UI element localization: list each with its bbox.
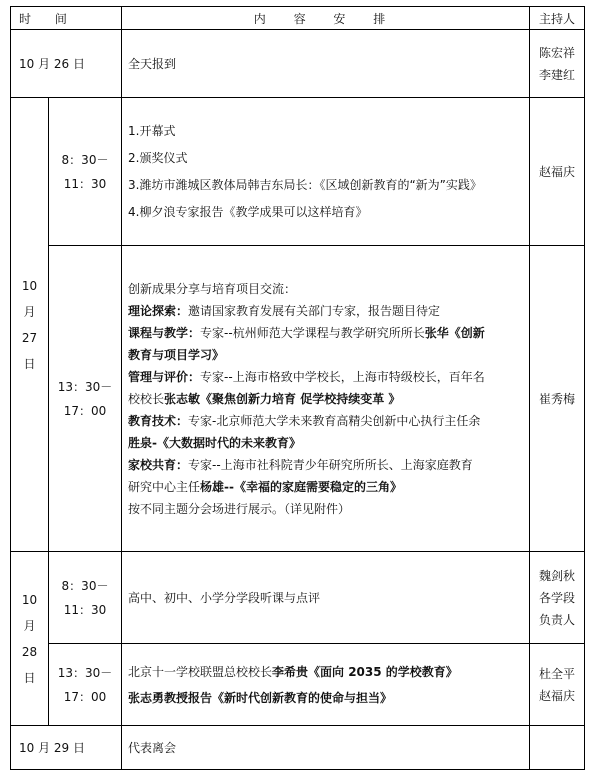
time-oct27-morning	[49, 98, 122, 246]
topic-label: 教育技术：	[128, 413, 189, 428]
topic-speaker: 杨雄--《幸福的家庭需要稳定的三角》	[200, 479, 402, 494]
host-name: 陈宏祥	[539, 45, 576, 60]
host-name: 李建红	[539, 67, 576, 82]
host-oct26	[530, 30, 585, 98]
topic-curriculum	[128, 322, 523, 344]
topic-text: 专家--杭州师范大学课程与教学研究所所长	[200, 325, 425, 340]
date-char: 28	[21, 644, 38, 659]
date-char: 27	[21, 330, 38, 345]
row-oct29	[11, 726, 585, 770]
talk-text: 北京十一学校联盟总校校长	[128, 664, 273, 679]
host-oct27-afternoon: 崔秀梅	[530, 246, 585, 552]
time-oct27-afternoon	[49, 246, 122, 552]
header-content: 内 容 安 排	[122, 7, 530, 30]
time-start: 13：30－	[57, 379, 113, 394]
topic-theory	[128, 300, 523, 322]
host-name: 杜全平	[539, 666, 576, 681]
talk-speaker: 李希贵《面向 2035 的学校教育》	[272, 664, 458, 679]
session-intro: 创新成果分享与培育项目交流：	[128, 281, 297, 296]
topic-text: 专家--上海市社科院青少年研究所所长、上海家庭教育	[188, 457, 473, 472]
schedule-table	[10, 6, 585, 770]
topic-technology-cont: 胜泉-《大数据时代的未来教育》	[128, 435, 301, 450]
content-oct28-morning: 高中、初中、小学分学段听课与点评	[122, 552, 530, 644]
date-oct28	[11, 552, 49, 726]
host-oct27-morning: 赵福庆	[530, 98, 585, 246]
topic-text: 研究中心主任	[128, 479, 201, 494]
time-end: 11：30	[63, 176, 107, 191]
host-name: 负责人	[539, 612, 576, 627]
date-oct27	[11, 98, 49, 552]
topic-text: 校校长	[128, 391, 165, 406]
host-oct29	[530, 726, 585, 770]
topic-management-cont	[128, 388, 523, 410]
date-oct29: 10 月 29 日	[11, 726, 122, 770]
row-oct26	[11, 30, 585, 98]
host-name: 各学段	[539, 590, 576, 605]
time-oct28-afternoon	[49, 644, 122, 726]
date-oct26: 10 月 26 日	[11, 30, 122, 98]
date-char: 月	[23, 304, 36, 319]
content-oct29: 代表离会	[122, 726, 530, 770]
agenda-item: 2.颁奖仪式	[128, 150, 188, 165]
topic-home-school-cont	[128, 476, 523, 498]
host-oct28-afternoon	[530, 644, 585, 726]
time-start: 13：30－	[57, 665, 113, 680]
date-char: 月	[23, 618, 36, 633]
topic-label: 课程与教学：	[128, 325, 201, 340]
topic-curriculum-cont: 教育与项目学习》	[128, 347, 225, 362]
agenda-item: 3.潍坊市潍城区教体局韩吉东局长：《区域创新教育的“新为”实践》	[128, 177, 482, 192]
date-char: 10	[21, 592, 38, 607]
row-oct28-morning	[11, 552, 585, 644]
time-oct28-morning	[49, 552, 122, 644]
host-oct28-morning	[530, 552, 585, 644]
topic-text: 专家--上海市格致中学校长，上海市特级校长，百年名	[200, 369, 485, 384]
row-oct28-afternoon	[11, 644, 585, 726]
topic-text: 邀请国家教育发展有关部门专家，报告题目待定	[188, 303, 441, 318]
talk-line: 张志勇教授报告《新时代创新教育的使命与担当》	[128, 690, 393, 705]
date-char: 10	[21, 278, 38, 293]
topic-text: 专家-北京师范大学未来教育高精尖创新中心执行主任余	[188, 413, 481, 428]
topic-speaker: 张华《创新	[424, 325, 485, 340]
topic-management	[128, 366, 523, 388]
row-oct27-afternoon	[11, 246, 585, 552]
time-start: 8：30－	[61, 152, 109, 167]
topic-label: 理论探索：	[128, 303, 189, 318]
session-outro: 按不同主题分会场进行展示。（详见附件）	[128, 501, 351, 516]
row-oct27-morning	[11, 98, 585, 246]
host-name: 魏剑秋	[539, 568, 576, 583]
topic-speaker: 张志敏《聚焦创新力培育 促学校持续变革 》	[164, 391, 401, 406]
agenda-item: 4.柳夕浪专家报告《教学成果可以这样培育》	[128, 204, 368, 219]
time-end: 11：30	[63, 602, 107, 617]
content-oct27-morning	[122, 98, 530, 246]
talk-line	[128, 659, 523, 685]
content-oct26: 全天报到	[122, 30, 530, 98]
topic-label: 家校共育：	[128, 457, 189, 472]
topic-home-school	[128, 454, 523, 476]
topic-technology	[128, 410, 523, 432]
content-oct28-afternoon	[122, 644, 530, 726]
time-end: 17：00	[63, 403, 107, 418]
time-end: 17：00	[63, 689, 107, 704]
date-char: 日	[23, 356, 36, 371]
date-char: 日	[23, 670, 36, 685]
agenda-item: 1.开幕式	[128, 123, 176, 138]
host-name: 赵福庆	[539, 688, 576, 703]
header-time: 时 间	[11, 7, 122, 30]
content-oct27-afternoon	[122, 246, 530, 552]
time-start: 8：30－	[61, 578, 109, 593]
topic-label: 管理与评价：	[128, 369, 201, 384]
header-host: 主持人	[530, 7, 585, 30]
header-row	[11, 7, 585, 30]
